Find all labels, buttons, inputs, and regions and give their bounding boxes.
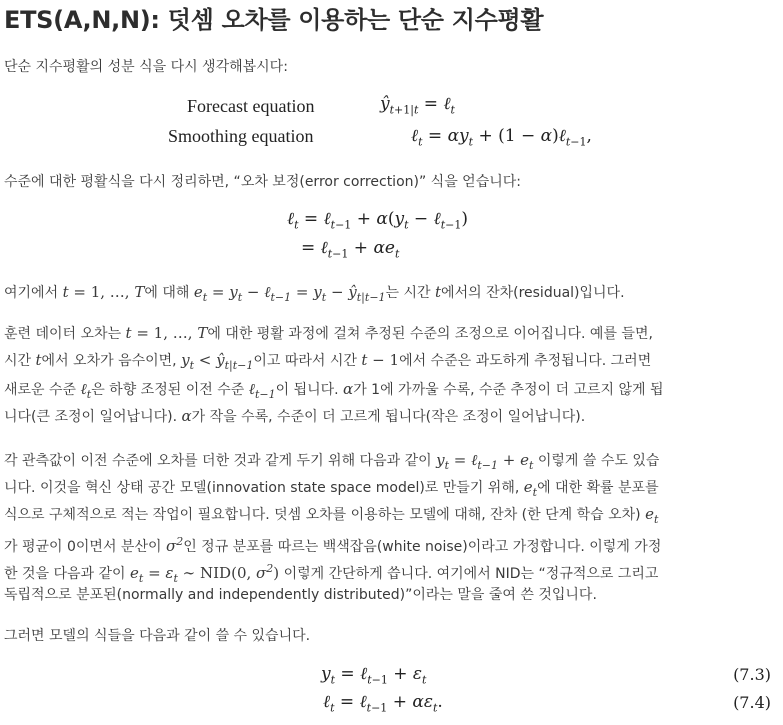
equation-number-7-3: (7.3) [733,665,771,684]
state-space-paragraph-line-6: 독립적으로 분포된(normally and independently distributed)”이라는 말을 줄여 쓴 것입니다. [4,587,597,603]
model-intro-paragraph: 그러면 모델의 식들을 다음과 같이 쓸 수 있습니다. [4,628,311,644]
state-equation: ℓ$_t$ = ℓ$_{t-1}$ + $\alpha\varepsilon_t$. [323,692,443,715]
section-title: ETS(A,N,N): 덧셈 오차를 이용하는 단순 지수평활 [4,6,544,34]
smoothing-equation: ℓ$_t$ = $\alpha y_t + (1$ − α)ℓ$_{t-1}$, [411,126,592,149]
error-correction-equation-2: = ℓ$_{t-1}$ + $\alpha e_t$ [301,238,400,261]
error-correction-equation-1: ℓ$_t$ = ℓ$_{t-1}$ + $\alpha(y_t$ − ℓ$_{t-1}$) [287,209,468,232]
state-space-paragraph-line-2: 니다. 이것을 혁신 상태 공간 모델(innovation state space model)로 만들기 위해, $e_t$에 대한 확률 분포를 [4,478,659,499]
adjustment-paragraph-line-4: 니다(큰 조정이 일어납니다). α가 작을 수록, 수준이 더 고르게 됩니다(작은 조정이 일어납니다). [4,407,586,425]
state-space-paragraph-line-4: 가 평균이 0이면서 분산이 $\sigma^2$인 정규 분포를 따르는 백색잡음(white noise)이라고 가정합니다. 이렇게 가정 [4,535,662,555]
smoothing-equation-label: Smoothing equation [168,126,314,146]
adjustment-paragraph-line-3: 새로운 수준 ℓ$_t$은 하향 조정된 이전 수준 ℓ$_{t-1}$이 됩니다. α가 1에 가까울 수록, 수준 추정이 더 고르지 않게 됩 [4,380,664,401]
intro-paragraph: 단순 지수평활의 성분 식을 다시 생각해봅시다: [4,59,288,75]
state-space-paragraph-line-5: 한 것을 다음과 같이 $e_t = \varepsilon_t$ ∼ NID(0, $\sigma^2$) 이렇게 간단하게 씁니다. 여기에서 NID는 “정규적으로 그리고 [4,562,659,585]
forecast-equation: $ŷ_{t+1|t}$ = ℓ$_t$ [380,94,455,117]
state-space-paragraph-line-1: 각 관측값이 이전 수준에 오차를 더한 것과 같게 두기 위해 다음과 같이 $y_t$ = ℓ$_{t-1}$ + $e_t$ 이렇게 쓸 수도 있습 [4,451,660,472]
equation-number-7-4: (7.4) [733,693,771,712]
adjustment-paragraph-line-2: 시간 t에서 오차가 음수이면, $y_t$ < $ŷ_{t|t-1}$이고 따라서 시간 t − 1에서 수준은 과도하게 추정됩니다. 그러면 [4,351,652,372]
error-correction-paragraph: 수준에 대한 평활식을 다시 정리하면, “오차 보정(error correction)” 식을 얻습니다: [4,174,521,190]
state-space-paragraph-line-3: 식으로 구체적으로 적는 작업이 필요합니다. 덧셈 오차를 이용하는 모델에 대해, 잔차 (한 단계 학습 오차) $e_t$ [4,505,659,526]
observation-equation: $y_t$ = ℓ$_{t-1}$ + $\varepsilon_t$ [321,664,427,687]
adjustment-paragraph-line-1: 훈련 데이터 오차는 t = 1, …, T에 대한 평활 과정에 걸쳐 추정된 수준의 조정으로 이어집니다. 예를 들면, [4,324,653,342]
residual-paragraph: 여기에서 t = 1, …, T에 대해 $e_t = y_t$ − ℓ$_{t-1}$ = $y_t$ − $ŷ_{t|t-1}$는 시간 t에서의 잔차(residual)입니다. [4,283,625,304]
forecast-equation-label: Forecast equation [187,96,315,116]
